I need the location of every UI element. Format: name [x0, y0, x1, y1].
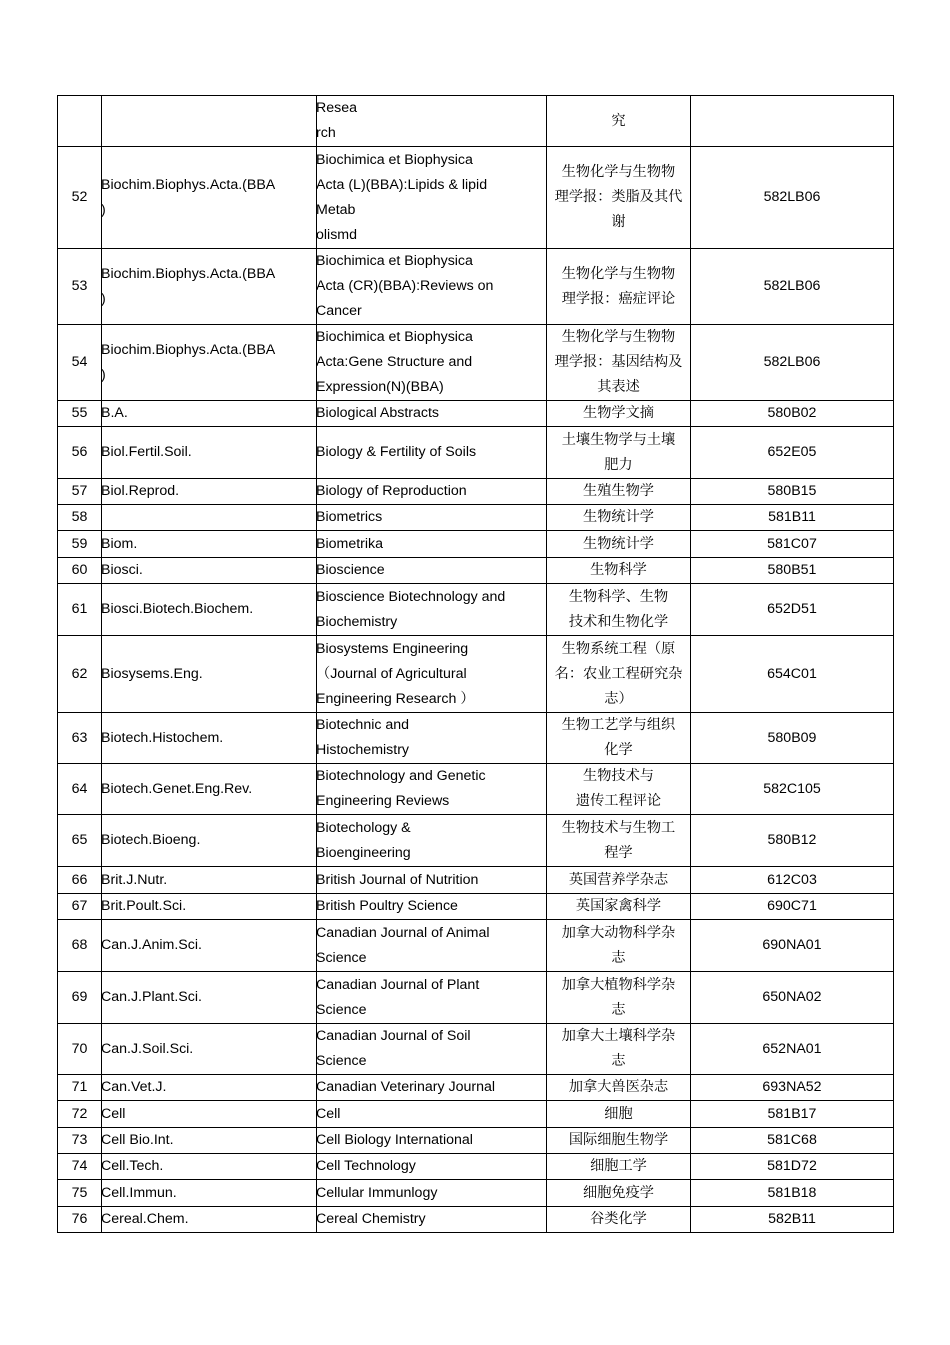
journal-code-cell	[691, 249, 894, 325]
journal-chinese-title: 生物统计学	[583, 509, 654, 525]
journal-full-title-cell	[317, 531, 547, 558]
journal-chinese-title-cell	[547, 764, 691, 815]
journal-full-title: Biological Abstracts	[316, 405, 440, 421]
journal-abbreviation: Cell	[101, 1105, 126, 1122]
journal-abbreviation: Biosysems.Eng.	[101, 665, 203, 682]
row-number: 54	[71, 354, 88, 370]
row-number-cell	[58, 584, 102, 636]
journal-abbreviation-cell	[102, 325, 317, 401]
journal-abbreviation-cell	[102, 867, 317, 894]
journal-abbreviation: Biosci.Biotech.Biochem.	[101, 601, 254, 617]
table-row	[58, 636, 894, 713]
journal-code: 581C68	[767, 1132, 817, 1148]
journal-code-cell	[691, 96, 894, 147]
journal-chinese-title-cell	[547, 249, 691, 325]
row-number-cell	[58, 1207, 102, 1233]
table-row	[58, 764, 894, 815]
journal-code-cell	[691, 1128, 894, 1154]
journal-code: 612C03	[767, 871, 817, 888]
journal-code: 582LB06	[763, 278, 821, 294]
journal-code-cell	[691, 713, 894, 764]
row-number-cell	[58, 1024, 102, 1075]
journal-chinese-title-cell	[547, 894, 691, 920]
journal-code-cell	[691, 558, 894, 584]
table-row	[58, 1101, 894, 1128]
journal-abbreviation: Biochim.Biophys.Acta.(BBA )	[101, 341, 276, 383]
journal-code-cell	[691, 325, 894, 401]
row-number: 59	[71, 535, 88, 552]
journal-abbreviation-cell	[102, 713, 317, 764]
row-number: 60	[71, 562, 88, 578]
journal-full-title-cell	[317, 505, 547, 531]
journal-abbreviation-cell	[102, 764, 317, 815]
journal-chinese-title: 生物统计学	[583, 535, 654, 552]
table-row	[58, 1207, 894, 1233]
journal-chinese-title: 生物科学、生物 技术和生物化学	[568, 588, 669, 630]
journal-abbreviation: B.A.	[101, 405, 128, 421]
row-number-cell	[58, 1101, 102, 1128]
journal-abbreviation-cell	[102, 1154, 317, 1180]
journal-code-cell	[691, 867, 894, 894]
row-number-cell	[58, 1154, 102, 1180]
journal-full-title-cell	[317, 96, 547, 147]
journal-abbreviation-cell	[102, 815, 317, 867]
journal-chinese-title: 生物科学	[590, 562, 647, 578]
journal-chinese-title-cell	[547, 1024, 691, 1075]
journal-code-cell	[691, 584, 894, 636]
journal-chinese-title-cell	[547, 1180, 691, 1207]
journal-abbreviation-cell	[102, 531, 317, 558]
journal-abbreviation: Can.J.Plant.Sci.	[101, 989, 202, 1005]
journal-full-title: Resea rch	[316, 100, 358, 141]
journal-chinese-title: 英国家禽科学	[575, 898, 662, 914]
journal-chinese-title-cell	[547, 427, 691, 479]
table-row	[58, 505, 894, 531]
table-row	[58, 1154, 894, 1180]
journal-abbreviation-cell	[102, 147, 317, 249]
row-number: 72	[71, 1105, 88, 1122]
row-number: 53	[71, 278, 88, 294]
journal-chinese-title-cell	[547, 867, 691, 894]
journal-code-cell	[691, 427, 894, 479]
row-number-cell	[58, 867, 102, 894]
row-number: 62	[71, 665, 88, 682]
journal-full-title-cell	[317, 558, 547, 584]
journal-full-title: Canadian Journal of Plant Science	[316, 976, 480, 1018]
journal-full-title-cell	[317, 401, 547, 427]
journal-full-title: Biotechology & Bioengineering	[316, 819, 411, 861]
journal-code: 690C71	[767, 898, 817, 914]
journal-full-title-cell	[317, 867, 547, 894]
journal-code: 652D51	[767, 601, 817, 617]
row-number: 71	[71, 1079, 88, 1095]
journal-abbreviation: Cell.Tech.	[101, 1158, 164, 1174]
journal-chinese-title-cell	[547, 1101, 691, 1128]
journal-full-title-cell	[317, 764, 547, 815]
journal-full-title-cell	[317, 427, 547, 479]
table-row	[58, 1180, 894, 1207]
journal-abbreviation-cell	[102, 479, 317, 505]
journal-code-cell	[691, 920, 894, 972]
journal-full-title: Cereal Chemistry	[316, 1211, 426, 1227]
journal-code-cell	[691, 505, 894, 531]
row-number: 63	[71, 729, 88, 746]
table-row	[58, 867, 894, 894]
row-number: 52	[71, 189, 88, 205]
table-row	[58, 558, 894, 584]
journal-full-title: Bioscience Biotechnology and Biochemistry	[316, 588, 506, 630]
journal-chinese-title: 生物技术与 遗传工程评论	[575, 768, 662, 809]
journal-code-cell	[691, 1180, 894, 1207]
journal-code: 582LB06	[763, 354, 821, 370]
row-number: 56	[71, 444, 88, 460]
table-row	[58, 249, 894, 325]
journal-code-cell	[691, 636, 894, 713]
journal-code: 650NA02	[762, 989, 822, 1005]
row-number-cell	[58, 815, 102, 867]
row-number: 57	[71, 483, 88, 499]
row-number: 74	[71, 1158, 88, 1174]
table-row	[58, 147, 894, 249]
journal-chinese-title: 生物技术与生物工 程学	[561, 819, 676, 861]
row-number: 64	[71, 780, 88, 797]
journal-abbreviation: Biotech.Histochem.	[101, 729, 224, 746]
journal-code: 581B11	[768, 509, 816, 525]
row-number: 65	[71, 832, 88, 848]
journal-abbreviation-cell	[102, 636, 317, 713]
table-row	[58, 584, 894, 636]
journal-full-title-cell	[317, 1154, 547, 1180]
journal-abbreviation: Can.J.Anim.Sci.	[101, 937, 202, 953]
row-number: 75	[71, 1184, 88, 1201]
journal-chinese-title: 细胞工学	[590, 1158, 647, 1174]
journal-chinese-title: 细胞	[604, 1105, 633, 1122]
journal-code-cell	[691, 1101, 894, 1128]
journal-chinese-title: 加拿大土壤科学杂 志	[561, 1028, 676, 1069]
journal-full-title-cell	[317, 815, 547, 867]
row-number: 58	[71, 509, 88, 525]
journal-full-title-cell	[317, 1207, 547, 1233]
journal-full-title: British Poultry Science	[316, 898, 458, 914]
journal-abbreviation-cell	[102, 1101, 317, 1128]
journal-abbreviation-cell	[102, 1075, 317, 1101]
journal-chinese-title: 加拿大动物科学杂 志	[561, 924, 676, 966]
journal-full-title: Bioscience	[316, 562, 385, 578]
journal-code-cell	[691, 531, 894, 558]
journal-table	[57, 95, 894, 1233]
journal-abbreviation-cell	[102, 401, 317, 427]
journal-code: 580B02	[767, 405, 817, 421]
journal-code: 582B11	[768, 1211, 816, 1227]
journal-abbreviation-cell	[102, 972, 317, 1024]
journal-full-title-cell	[317, 713, 547, 764]
journal-abbreviation: Cereal.Chem.	[101, 1211, 189, 1227]
journal-abbreviation: Biochim.Biophys.Acta.(BBA )	[101, 265, 276, 307]
journal-code: 581B18	[767, 1184, 817, 1201]
table-row	[58, 531, 894, 558]
journal-code: 652E05	[767, 444, 817, 460]
journal-full-title-cell	[317, 636, 547, 713]
table-row	[58, 479, 894, 505]
journal-chinese-title: 加拿大兽医杂志	[568, 1079, 669, 1095]
journal-code: 654C01	[767, 665, 817, 682]
journal-chinese-title: 生物化学与生物物 理学报：基因结构及 其表述	[554, 329, 683, 395]
journal-chinese-title-cell	[547, 401, 691, 427]
row-number: 66	[71, 871, 88, 888]
journal-full-title: Biochimica et Biophysica Acta (CR)(BBA):Reviews on Cancer	[316, 253, 494, 319]
journal-full-title: British Journal of Nutrition	[316, 871, 479, 888]
table-row	[58, 815, 894, 867]
row-number-cell	[58, 531, 102, 558]
table-row	[58, 920, 894, 972]
journal-code-cell	[691, 147, 894, 249]
journal-full-title-cell	[317, 479, 547, 505]
journal-chinese-title-cell	[547, 479, 691, 505]
journal-chinese-title-cell	[547, 1207, 691, 1233]
journal-code-cell	[691, 401, 894, 427]
row-number-cell	[58, 1075, 102, 1101]
journal-chinese-title-cell	[547, 815, 691, 867]
journal-chinese-title: 国际细胞生物学	[568, 1132, 669, 1148]
journal-full-title: Biotechnology and Genetic Engineering Reviews	[316, 768, 486, 809]
journal-full-title-cell	[317, 249, 547, 325]
journal-chinese-title-cell	[547, 1154, 691, 1180]
journal-code-cell	[691, 1207, 894, 1233]
journal-chinese-title-cell	[547, 636, 691, 713]
journal-abbreviation-cell	[102, 584, 317, 636]
journal-abbreviation-cell	[102, 894, 317, 920]
row-number: 67	[71, 898, 88, 914]
journal-chinese-title: 生物工艺学与组织 化学	[561, 717, 676, 758]
journal-code-cell	[691, 1075, 894, 1101]
journal-chinese-title: 生殖生物学	[583, 483, 654, 499]
journal-full-title-cell	[317, 972, 547, 1024]
journal-full-title: Cell	[316, 1105, 341, 1122]
journal-full-title-cell	[317, 1075, 547, 1101]
journal-abbreviation: Biol.Fertil.Soil.	[101, 444, 192, 460]
table-row	[58, 325, 894, 401]
journal-abbreviation-cell	[102, 249, 317, 325]
journal-full-title: Biochimica et Biophysica Acta (L)(BBA):Lipids & lipid Metab olismd	[316, 151, 488, 243]
journal-full-title: Biology of Reproduction	[316, 483, 467, 499]
journal-abbreviation-cell	[102, 427, 317, 479]
journal-full-title-cell	[317, 1024, 547, 1075]
table-row	[58, 713, 894, 764]
row-number: 55	[71, 405, 88, 421]
journal-abbreviation-cell	[102, 1024, 317, 1075]
row-number: 73	[71, 1132, 88, 1148]
journal-abbreviation: Biochim.Biophys.Acta.(BBA )	[101, 176, 276, 218]
row-number-cell	[58, 972, 102, 1024]
journal-abbreviation-cell	[102, 1207, 317, 1233]
journal-code-cell	[691, 479, 894, 505]
journal-abbreviation: Can.Vet.J.	[101, 1079, 167, 1095]
journal-full-title: Biometrics	[316, 509, 383, 525]
journal-abbreviation-cell	[102, 1180, 317, 1207]
journal-abbreviation: Brit.Poult.Sci.	[101, 898, 187, 914]
row-number-cell	[58, 479, 102, 505]
journal-code-cell	[691, 764, 894, 815]
journal-code: 690NA01	[762, 937, 822, 953]
journal-code: 580B12	[767, 832, 817, 848]
journal-chinese-title: 生物化学与生物物 理学报：癌症评论	[561, 265, 676, 307]
row-number: 61	[71, 601, 88, 617]
row-number-cell	[58, 894, 102, 920]
journal-chinese-title-cell	[547, 147, 691, 249]
journal-full-title-cell	[317, 920, 547, 972]
journal-chinese-title-cell	[547, 584, 691, 636]
journal-abbreviation: Biotech.Genet.Eng.Rev.	[101, 780, 253, 797]
row-number-cell	[58, 427, 102, 479]
row-number: 69	[71, 989, 88, 1005]
journal-chinese-title-cell	[547, 96, 691, 147]
journal-full-title-cell	[317, 584, 547, 636]
journal-full-title: Biotechnic and Histochemistry	[316, 717, 410, 758]
journal-code: 580B09	[767, 729, 817, 746]
journal-code: 581D72	[767, 1158, 817, 1174]
journal-code: 580B15	[767, 483, 817, 499]
journal-abbreviation: Cell.Immun.	[101, 1184, 177, 1201]
table-row	[58, 401, 894, 427]
journal-code: 582C105	[763, 780, 821, 797]
row-number: 76	[71, 1211, 88, 1227]
journal-abbreviation: Cell Bio.Int.	[101, 1132, 174, 1148]
journal-full-title-cell	[317, 1101, 547, 1128]
row-number-cell	[58, 764, 102, 815]
table-row	[58, 96, 894, 147]
journal-full-title: Canadian Veterinary Journal	[316, 1079, 496, 1095]
table-row	[58, 1075, 894, 1101]
journal-abbreviation-cell	[102, 96, 317, 147]
journal-abbreviation: Biol.Reprod.	[101, 483, 180, 499]
journal-full-title-cell	[317, 894, 547, 920]
journal-full-title: Cell Technology	[316, 1158, 416, 1174]
journal-chinese-title: 生物系统工程（原 名：农业工程研究杂 志）	[554, 640, 683, 707]
journal-full-title: Biometrika	[316, 535, 384, 552]
journal-chinese-title-cell	[547, 505, 691, 531]
journal-code: 581C07	[767, 535, 817, 552]
journal-code-cell	[691, 1154, 894, 1180]
journal-chinese-title: 英国营养学杂志	[568, 871, 669, 888]
table-row	[58, 1024, 894, 1075]
journal-full-title: Biochimica et Biophysica Acta:Gene Structure and Expression(N)(BBA)	[316, 329, 473, 395]
journal-code-cell	[691, 972, 894, 1024]
journal-full-title-cell	[317, 325, 547, 401]
journal-chinese-title: 生物化学与生物物 理学报：类脂及其代 谢	[554, 164, 683, 230]
journal-code-cell	[691, 894, 894, 920]
journal-chinese-title: 生物学文摘	[583, 405, 654, 421]
journal-code: 582LB06	[763, 189, 821, 205]
row-number-cell	[58, 147, 102, 249]
journal-chinese-title-cell	[547, 558, 691, 584]
journal-full-title: Cellular Immunlogy	[316, 1184, 438, 1201]
journal-abbreviation: Brit.J.Nutr.	[101, 871, 168, 888]
table-row	[58, 972, 894, 1024]
journal-code: 581B17	[767, 1105, 817, 1122]
journal-chinese-title: 究	[611, 112, 626, 129]
journal-full-title: Biosystems Engineering （Journal of Agricultural Engineering Research ）	[316, 640, 475, 707]
journal-code-cell	[691, 1024, 894, 1075]
row-number: 70	[71, 1040, 88, 1057]
row-number-cell	[58, 713, 102, 764]
journal-chinese-title: 加拿大植物科学杂 志	[561, 976, 676, 1018]
row-number-cell	[58, 249, 102, 325]
journal-chinese-title-cell	[547, 920, 691, 972]
row-number-cell	[58, 96, 102, 147]
journal-chinese-title-cell	[547, 1128, 691, 1154]
journal-full-title: Cell Biology International	[316, 1132, 473, 1148]
journal-abbreviation: Biosci.	[101, 562, 143, 578]
journal-chinese-title: 谷类化学	[590, 1211, 647, 1227]
row-number-cell	[58, 558, 102, 584]
row-number-cell	[58, 920, 102, 972]
journal-abbreviation-cell	[102, 558, 317, 584]
journal-chinese-title-cell	[547, 325, 691, 401]
journal-abbreviation-cell	[102, 1128, 317, 1154]
journal-full-title: Biology & Fertility of Soils	[316, 444, 477, 460]
journal-full-title-cell	[317, 1180, 547, 1207]
row-number: 68	[71, 937, 88, 953]
table-row	[58, 427, 894, 479]
row-number-cell	[58, 325, 102, 401]
journal-abbreviation-cell	[102, 920, 317, 972]
journal-chinese-title: 细胞免疫学	[583, 1184, 654, 1201]
journal-chinese-title: 土壤生物学与土壤 肥力	[561, 431, 676, 473]
journal-full-title-cell	[317, 147, 547, 249]
journal-code: 652NA01	[762, 1040, 822, 1057]
row-number-cell	[58, 1180, 102, 1207]
table-row	[58, 894, 894, 920]
journal-chinese-title-cell	[547, 972, 691, 1024]
journal-full-title: Canadian Journal of Animal Science	[316, 924, 490, 966]
row-number-cell	[58, 505, 102, 531]
journal-code-cell	[691, 815, 894, 867]
journal-chinese-title-cell	[547, 713, 691, 764]
table-row	[58, 1128, 894, 1154]
journal-table-body	[58, 96, 894, 1233]
journal-abbreviation: Can.J.Soil.Sci.	[101, 1040, 194, 1057]
journal-abbreviation-cell	[102, 505, 317, 531]
journal-code: 693NA52	[762, 1079, 822, 1095]
journal-abbreviation: Biotech.Bioeng.	[101, 832, 201, 848]
row-number-cell	[58, 401, 102, 427]
journal-abbreviation: Biom.	[101, 535, 138, 552]
journal-chinese-title-cell	[547, 531, 691, 558]
journal-full-title-cell	[317, 1128, 547, 1154]
journal-full-title: Canadian Journal of Soil Science	[316, 1028, 471, 1069]
journal-chinese-title-cell	[547, 1075, 691, 1101]
row-number-cell	[58, 1128, 102, 1154]
journal-code: 580B51	[767, 562, 817, 578]
row-number-cell	[58, 636, 102, 713]
